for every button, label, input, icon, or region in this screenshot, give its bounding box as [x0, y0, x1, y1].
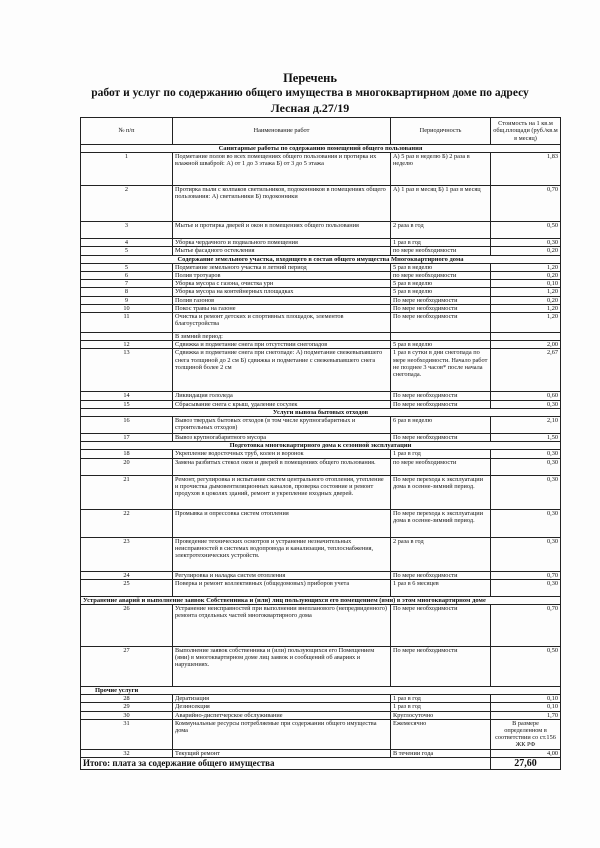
row-period: По мере необходимости — [391, 392, 491, 400]
section-row — [81, 442, 561, 450]
row-name: Ремонт, регулировка и испытание систем центрального отопления, утепление и прочистка дымовентиляционных каналов, проверка состояние и ремонт продухов в цоколях зданий, ремонт и укрепление входных дверей. — [173, 475, 391, 509]
total-label: Итого: плата за содержание общего имущества — [81, 757, 491, 769]
row-cost: 0,50 — [491, 647, 561, 687]
row-cost: 0,10 — [491, 703, 561, 711]
table-row — [81, 579, 561, 596]
row-number: 5 — [81, 263, 173, 271]
row-cost: 0,30 — [491, 450, 561, 458]
table-row — [81, 711, 561, 719]
header-cost: Стоимость на 1 кв.м общ.площади (руб./кв.м в месяц) — [491, 118, 561, 145]
table-row — [81, 392, 561, 400]
row-number: 8 — [81, 288, 173, 296]
row-period: А) 1 раз в месяц Б) 1 раз в месяц — [391, 186, 491, 222]
row-cost: 0,50 — [491, 222, 561, 239]
row-name: Полив газонов — [173, 296, 391, 304]
row-number: 5 — [81, 247, 173, 255]
row-period: 2 раза в год — [391, 222, 491, 239]
row-period: 1 раз в 6 месяцев — [391, 579, 491, 596]
row-number: 16 — [81, 417, 173, 434]
table-row — [81, 537, 561, 571]
section-title: Устранение аварий и выполнение заявок Собственника и (или) лиц пользующихся его помещением (ями) в этом многоквартирном доме — [81, 596, 561, 604]
row-cost: 0,70 — [491, 605, 561, 647]
row-name: Сдвижка и подметание снега при отсутствии снегопадов — [173, 341, 391, 349]
row-cost: 1,70 — [491, 711, 561, 719]
row-name: Очистка и ремонт детских и спортивных площадок, элементов благоустройства — [173, 313, 391, 333]
row-name: Подметание земельного участка в летний период — [173, 263, 391, 271]
row-cost: 0,30 — [491, 509, 561, 537]
row-name: Укрепление водосточных труб, колен и воронок — [173, 450, 391, 458]
row-period: 1 раз в сутки в дни снегопада по мере необходимости. Начало работ не позднее 3 часов* после начала снегопада. — [391, 349, 491, 392]
row-number: 15 — [81, 400, 173, 408]
table-row — [81, 605, 561, 647]
table-row — [81, 263, 561, 271]
section-title: Прочие услуги — [81, 687, 561, 695]
row-period: по мере необходимости — [391, 272, 491, 280]
row-name: Полив тротуаров — [173, 272, 391, 280]
row-cost: 0,30 — [491, 239, 561, 247]
row-number: 20 — [81, 458, 173, 475]
row-name: Дератизация — [173, 695, 391, 703]
table-row — [81, 222, 561, 239]
winter-row — [81, 333, 561, 341]
row-cost: 0,10 — [491, 695, 561, 703]
row-name: Аварийно-диспетчерское обслуживание — [173, 711, 391, 719]
row-number: 17 — [81, 434, 173, 442]
row-name: Вывоз твердых бытовых отходов (в том числе крупногабаритных и строительных отходов) — [173, 417, 391, 434]
row-period: 5 раз в неделю — [391, 288, 491, 296]
row-number: 9 — [81, 296, 173, 304]
header-no: № п/п — [81, 118, 173, 145]
row-cost: 1,20 — [491, 263, 561, 271]
row-name: Уборка чердачного и подвального помещения — [173, 239, 391, 247]
row-period: по мере необходимости — [391, 458, 491, 475]
row-name: Промывка и опрессовка систем отопления — [173, 509, 391, 537]
table-row — [81, 695, 561, 703]
table-row — [81, 647, 561, 687]
table-row — [81, 417, 561, 434]
row-number: 31 — [81, 719, 173, 749]
works-table — [80, 117, 561, 770]
table-row — [81, 272, 561, 280]
row-cost: 1,20 — [491, 304, 561, 312]
row-cost: 0,70 — [491, 186, 561, 222]
row-period: По мере необходимости — [391, 434, 491, 442]
doc-address: Лесная д.27/19 — [270, 101, 350, 115]
row-cost: 0,30 — [491, 458, 561, 475]
row-name: Коммунальные ресурсы потребляемые при содержании общего имущества дома — [173, 719, 391, 749]
section-row — [81, 255, 561, 263]
row-period: 5 раз в неделю — [391, 280, 491, 288]
header-name: Наименование работ — [173, 118, 391, 145]
row-period: 1 раз в год — [391, 695, 491, 703]
section-title: Содержание земельного участка, входящего в состав общего имущества Многоквартирного дома — [81, 255, 561, 263]
row-name: Уборка мусора с газона, очистка урн — [173, 280, 391, 288]
row-cost: 0,30 — [491, 579, 561, 596]
row-name: Вывоз крупногабаритного мусора — [173, 434, 391, 442]
row-period: 5 раз в неделю — [391, 263, 491, 271]
row-number: 22 — [81, 509, 173, 537]
table-row — [81, 313, 561, 333]
row-number: 30 — [81, 711, 173, 719]
section-title: Услуги вывоза бытовых отходов — [81, 408, 561, 416]
table-row — [81, 280, 561, 288]
table-row — [81, 296, 561, 304]
row-name: Текущий ремонт — [173, 749, 391, 757]
row-cost: 2,67 — [491, 349, 561, 392]
row-period: По мере необходимости — [391, 571, 491, 579]
row-period: 1 раз в год — [391, 703, 491, 711]
row-number: 18 — [81, 450, 173, 458]
row-period: В течении года — [391, 749, 491, 757]
row-number: 24 — [81, 571, 173, 579]
row-period: 6 раз в неделю — [391, 417, 491, 434]
section-row — [81, 596, 561, 604]
section-title: Подготовка многоквартирного дома к сезонной эксплуатации — [81, 442, 561, 450]
row-cost: 0,20 — [491, 296, 561, 304]
row-cost: 0,70 — [491, 571, 561, 579]
title-block — [70, 70, 550, 116]
row-cost: 0,30 — [491, 537, 561, 571]
row-name: Сдвижка и подметание снега при снегопаде: А) подметание свежевыпавшего снега толщиной до 2 см Б) сдвижка и подметание с свежевыпавшего снега толщиной более 2 см — [173, 349, 391, 392]
table-row — [81, 749, 561, 757]
row-cost: 0,60 — [491, 392, 561, 400]
row-period: 1 раз в год — [391, 239, 491, 247]
row-name: Проведение технических осмотров и устранение незначительных неисправностей в системах водопровода и канализации, теплоснабжения, электротехнических устройств. — [173, 537, 391, 571]
table-row — [81, 186, 561, 222]
row-number: 21 — [81, 475, 173, 509]
row-period: По мере необходимости — [391, 313, 491, 333]
table-row — [81, 458, 561, 475]
row-name: Протирка пыли с колпаков светильников, подоконников в помещениях общего пользования: А) светильники Б) подоконники — [173, 186, 391, 222]
row-cost: 2,10 — [491, 417, 561, 434]
table-row — [81, 247, 561, 255]
row-number: 28 — [81, 695, 173, 703]
row-name: Замена разбитых стекол окон и дверей в помещениях общего пользования. — [173, 458, 391, 475]
row-number: 3 — [81, 222, 173, 239]
row-period: 5 раз в неделю — [391, 341, 491, 349]
row-period: 1 раз в год — [391, 450, 491, 458]
row-number: 29 — [81, 703, 173, 711]
row-name: Поверка и ремонт коллективных (общедомовых) приборов учета — [173, 579, 391, 596]
row-period: Ежемесячно — [391, 719, 491, 749]
row-period: По мере необходимости — [391, 296, 491, 304]
table-row — [81, 703, 561, 711]
row-name: Дезинсекция — [173, 703, 391, 711]
doc-title: Перечень — [283, 71, 337, 85]
table-row — [81, 239, 561, 247]
row-name: Покос травы на газоне — [173, 304, 391, 312]
row-number: 12 — [81, 341, 173, 349]
table-row — [81, 475, 561, 509]
row-number: 14 — [81, 392, 173, 400]
row-name: Уборка мусора на контейнерных площадках — [173, 288, 391, 296]
row-period: По мере необходимости — [391, 304, 491, 312]
row-cost: 0,30 — [491, 475, 561, 509]
table-row — [81, 341, 561, 349]
row-number: 10 — [81, 304, 173, 312]
row-name: Выполнение заявок собственника и (или) пользующихся его Помещением (ями) в многоквартирном доме лиц заявок и сообщений об авариях и нарушениях. — [173, 647, 391, 687]
row-number: 4 — [81, 239, 173, 247]
row-name: Мытье фасадного остекления — [173, 247, 391, 255]
doc-subtitle: работ и услуг по содержанию общего имущества в многоквартирном доме по адресу — [91, 87, 529, 99]
table-row — [81, 288, 561, 296]
total-row — [81, 757, 561, 769]
row-cost: 0,20 — [491, 272, 561, 280]
row-number: 13 — [81, 349, 173, 392]
row-number: 2 — [81, 186, 173, 222]
row-number: 32 — [81, 749, 173, 757]
section-row — [81, 145, 561, 153]
row-number: 25 — [81, 579, 173, 596]
row-period: По мере необходимости — [391, 605, 491, 647]
row-name: Регулировка и наладка систем отопления — [173, 571, 391, 579]
table-row — [81, 153, 561, 186]
section-row — [81, 408, 561, 416]
row-cost: 1,20 — [491, 313, 561, 333]
table-row — [81, 304, 561, 312]
section-title: Санитарные работы по содержанию помещений общего пользования — [81, 145, 561, 153]
row-period: Круглосуточно — [391, 711, 491, 719]
row-period: По мере необходимости — [391, 647, 491, 687]
row-period: По мере необходимости — [391, 400, 491, 408]
row-number: 1 — [81, 153, 173, 186]
row-number: 26 — [81, 605, 173, 647]
row-number: 11 — [81, 313, 173, 333]
winter-label: В зимний период: — [173, 333, 391, 341]
row-name: Сбрасывание снега с крыш, удаление сосулек — [173, 400, 391, 408]
table-row — [81, 349, 561, 392]
table-row — [81, 450, 561, 458]
row-cost: 4,00 — [491, 749, 561, 757]
row-name: Мытье и протирка дверей и окон в помещениях общего пользования — [173, 222, 391, 239]
header-period: Периодичность — [391, 118, 491, 145]
row-number: 6 — [81, 272, 173, 280]
row-cost: 1,50 — [491, 434, 561, 442]
row-period: 2 раза в год — [391, 537, 491, 571]
row-cost: 0,20 — [491, 247, 561, 255]
row-period: А) 5 раз в неделю Б) 2 раза в неделю — [391, 153, 491, 186]
row-name: Устранение неисправностей при выполнении внепланового (непредвиденного) ремонта отдельных частей многоквартирного дома — [173, 605, 391, 647]
table-row — [81, 400, 561, 408]
row-period: по мере необходимости — [391, 247, 491, 255]
total-value: 27,60 — [491, 757, 561, 769]
row-name: Ликвидация гололеда — [173, 392, 391, 400]
table-row — [81, 509, 561, 537]
row-cost: 0,10 — [491, 280, 561, 288]
row-number: 23 — [81, 537, 173, 571]
row-cost: 1,83 — [491, 153, 561, 186]
row-period: По мере перехода к эксплуатации дома в осенне-зимний период. — [391, 475, 491, 509]
row-number: 7 — [81, 280, 173, 288]
table-row — [81, 434, 561, 442]
table-row — [81, 719, 561, 749]
row-cost: 1,20 — [491, 288, 561, 296]
row-cost: В размере определенном в соответствии со ст.156 ЖК РФ — [491, 719, 561, 749]
table-row — [81, 571, 561, 579]
section-row — [81, 687, 561, 695]
row-period: По мере перехода к эксплуатации дома в осенне-зимний период. — [391, 509, 491, 537]
row-cost: 0,30 — [491, 400, 561, 408]
row-cost: 2,00 — [491, 341, 561, 349]
row-name: Подметание полов во всех помещениях общего пользования и протирка их влажной шваброй: А) от 1 до 3 этажа Б) от 3 до 5 этажа — [173, 153, 391, 186]
table-header-row — [81, 118, 561, 145]
row-number: 27 — [81, 647, 173, 687]
